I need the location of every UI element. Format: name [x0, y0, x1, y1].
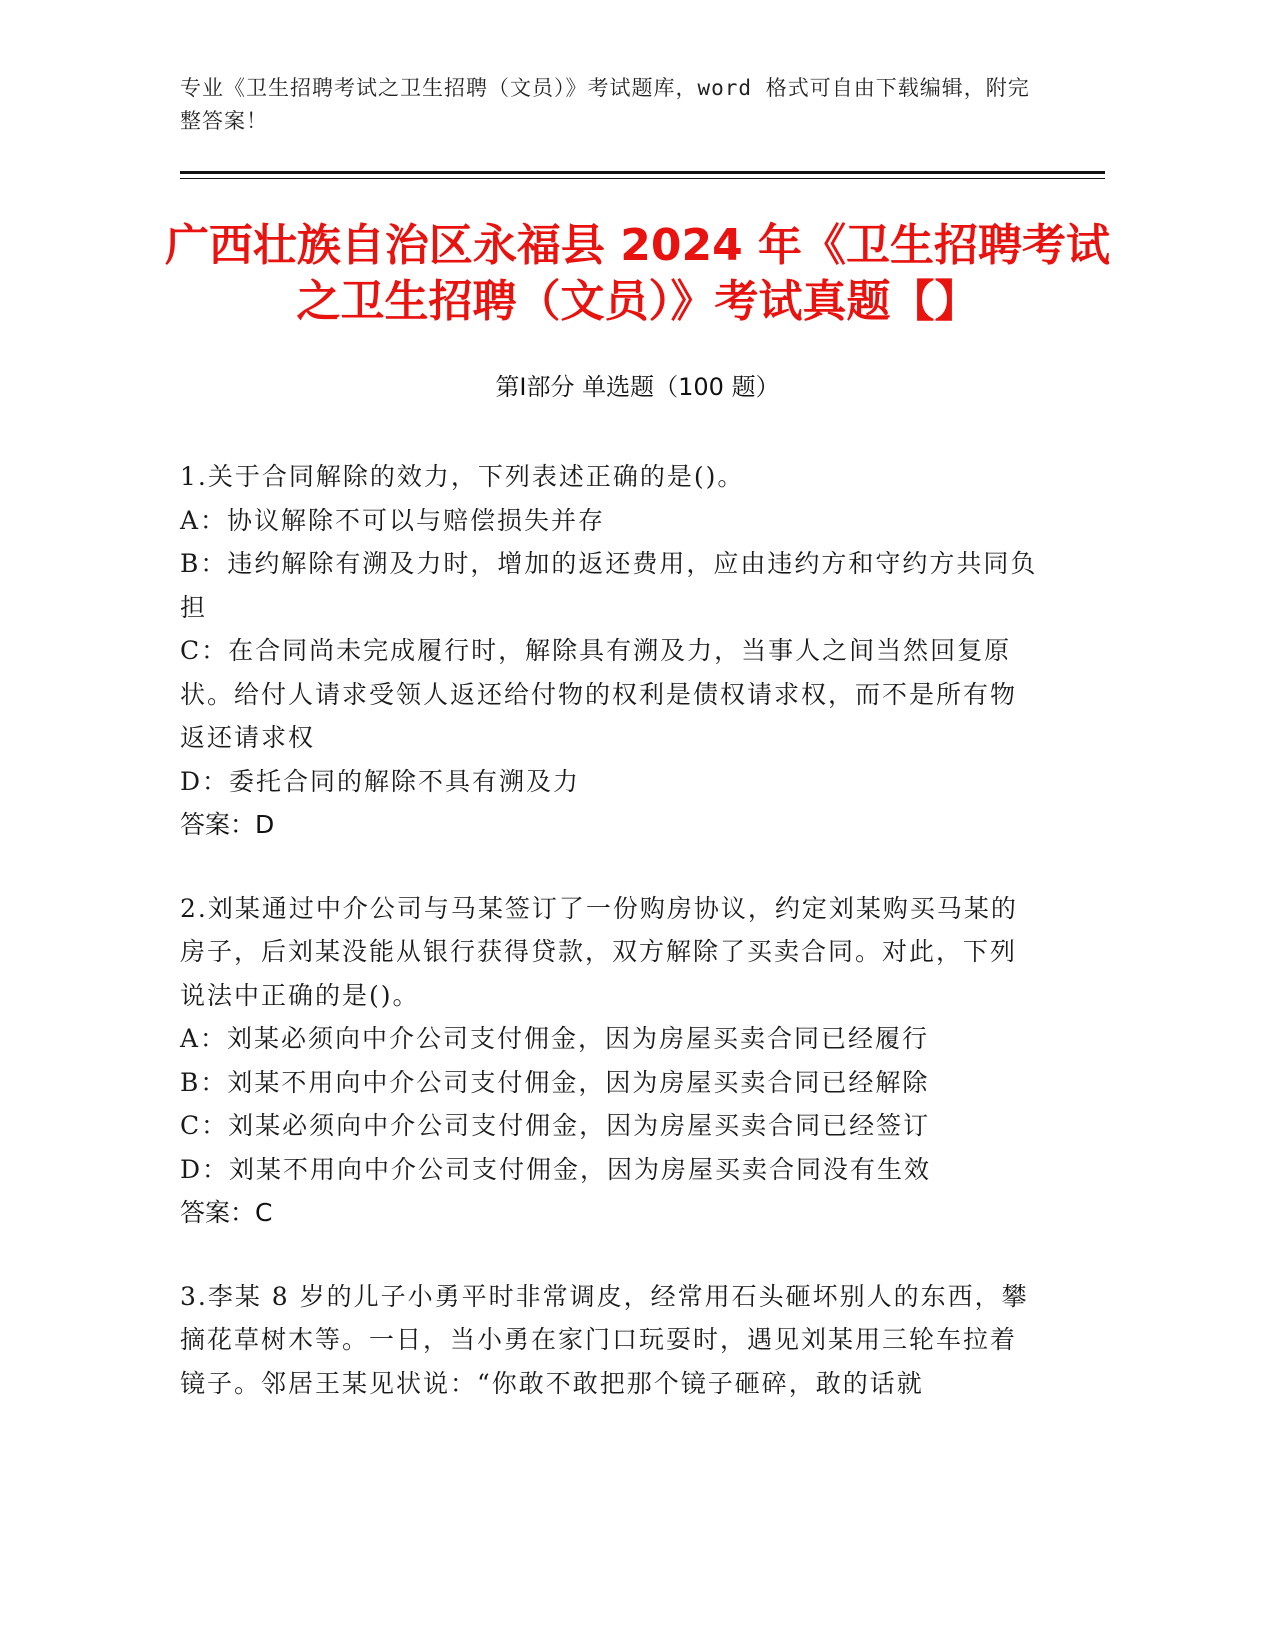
answer: 答案：D — [180, 810, 275, 839]
answer: 答案：C — [180, 1198, 273, 1227]
header-divider-thin — [180, 178, 1105, 179]
question-1 — [180, 455, 1040, 847]
header-note: 专业《卫生招聘考试之卫生招聘（文员）》考试题库，word 格式可自由下载编辑，附完整答案！ — [180, 76, 1030, 133]
section-title: 第Ⅰ部分 单选题（100 题） — [495, 373, 780, 401]
question-3 — [180, 1275, 1040, 1406]
question-2 — [180, 887, 1040, 1235]
option-d: D：刘某不用向中介公司支付佣金，因为房屋买卖合同没有生效 — [180, 1154, 932, 1184]
question-list — [180, 455, 1040, 1445]
header-divider-thick — [180, 171, 1105, 174]
option-d: D：委托合同的解除不具有溯及力 — [180, 766, 581, 796]
question-stem: 1.关于合同解除的效力，下列表述正确的是()。 — [180, 462, 745, 491]
option-b: B：刘某不用向中介公司支付佣金，因为房屋买卖合同已经解除 — [180, 1067, 930, 1097]
option-c: C：在合同尚未完成履行时，解除具有溯及力，当事人之间当然回复原状。给付人请求受领人返还给付物的权利是债权请求权，而不是所有物返还请求权 — [180, 636, 1018, 752]
question-stem: 2.刘某通过中介公司与马某签订了一份购房协议，约定刘某购买马某的房子，后刘某没能从银行获得贷款，双方解除了买卖合同。对此，下列说法中正确的是()。 — [180, 893, 1018, 1010]
document-title: 广西壮族自治区永福县 2024 年《卫生招聘考试之卫生招聘（文员）》考试真题【】 — [164, 220, 1111, 327]
option-c: C：刘某必须向中介公司支付佣金，因为房屋买卖合同已经签订 — [180, 1111, 931, 1140]
option-a: A：刘某必须向中介公司支付佣金，因为房屋买卖合同已经履行 — [180, 1024, 930, 1053]
option-a: A：协议解除不可以与赔偿损失并存 — [180, 505, 606, 535]
question-stem: 3.李某 8 岁的儿子小勇平时非常调皮，经常用石头砸坏别人的东西，攀摘花草树木等。一日，当小勇在家门口玩耍时，遇见刘某用三轮车拉着镜子。邻居王某见状说：“你敢不敢把那个镜子砸碎，敢的话就 — [180, 1281, 1029, 1398]
option-b: B：违约解除有溯及力时，增加的返还费用，应由违约方和守约方共同负担 — [180, 549, 1038, 622]
